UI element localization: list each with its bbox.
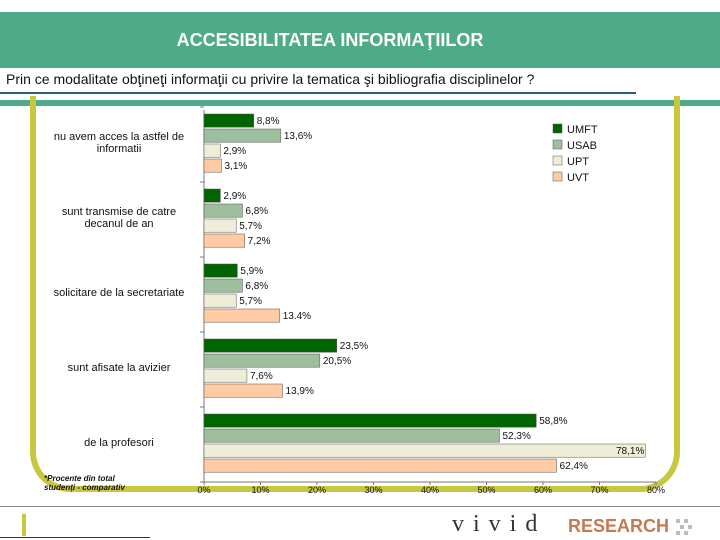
x-tick-label: 70% <box>590 485 609 495</box>
legend-label-usab: USAB <box>567 140 597 152</box>
x-tick-label: 80% <box>646 485 666 495</box>
legend-swatch-uvt <box>553 172 562 181</box>
bar-umft <box>204 339 337 352</box>
data-label: 5,7% <box>239 296 263 307</box>
data-label: 20,5% <box>322 356 352 367</box>
bar-usab <box>204 204 242 217</box>
page-title: ACCESIBILITATEA INFORMAŢIILOR <box>176 30 484 50</box>
x-tick-label: 40% <box>420 485 440 495</box>
data-label: 6,8% <box>245 281 269 292</box>
page-subtitle: Prin ce modalitate obţineţi informaţii cu privire la tematica şi bibliografia disciplinelor ? <box>6 71 535 87</box>
category-label: decanul de an <box>84 218 154 230</box>
bar-umft <box>204 189 220 202</box>
data-label: 7,6% <box>249 371 273 382</box>
category-label: de la profesori <box>84 437 154 449</box>
data-label: 52,3% <box>502 431 531 442</box>
bar-umft <box>204 114 254 127</box>
data-label: 62,4% <box>559 461 588 472</box>
category-label: solicitare de la secretariate <box>53 287 185 299</box>
brand-logo-research: RESEARCH <box>568 516 670 536</box>
x-tick-label: 10% <box>251 485 270 495</box>
data-label: 7,2% <box>247 236 271 247</box>
x-tick-label: 60% <box>533 485 553 495</box>
bar-uvt <box>204 159 222 172</box>
bar-uvt <box>204 459 557 472</box>
bar-uvt <box>204 234 245 247</box>
x-tick-label: 30% <box>364 485 383 495</box>
data-label: 13,6% <box>283 131 313 142</box>
legend-swatch-umft <box>553 124 562 133</box>
legend-label-uvt: UVT <box>567 172 589 184</box>
bar-upt <box>204 369 247 382</box>
bar-usab <box>204 429 499 442</box>
data-label: 13,9% <box>285 386 314 397</box>
legend-swatch-upt <box>553 156 562 165</box>
bar-upt <box>204 144 220 157</box>
footer-left-line <box>0 537 150 538</box>
data-label: 6,8% <box>245 206 269 217</box>
data-label: 78,1% <box>616 446 645 457</box>
data-label: 5,7% <box>239 221 263 232</box>
category-label: sunt transmise de catre <box>61 206 177 218</box>
brand-dots-icon <box>676 519 696 535</box>
footnote-line: studenţi - comparativ <box>44 483 125 492</box>
legend-label-upt: UPT <box>567 156 589 168</box>
bar-usab <box>204 129 281 142</box>
bar-usab <box>204 279 242 292</box>
bar-usab <box>204 354 320 367</box>
data-label: 23,5% <box>339 341 369 352</box>
category-label: informatii <box>96 143 142 155</box>
data-label: 5,9% <box>240 266 264 277</box>
bar-upt <box>204 219 236 232</box>
data-label: 13.4% <box>282 311 312 322</box>
legend-swatch-usab <box>553 140 562 149</box>
data-label: 58,8% <box>539 416 568 427</box>
brand-logo-vivid: vivid <box>452 511 547 537</box>
bar-upt <box>204 444 645 457</box>
footnote-line: *Procente din total <box>44 474 115 483</box>
category-label: sunt afisate la avizier <box>67 362 171 374</box>
legend-label-umft: UMFT <box>567 124 598 136</box>
data-label: 2,9% <box>223 146 247 157</box>
x-tick-label: 20% <box>307 485 327 495</box>
footer-divider <box>0 506 720 507</box>
bar-uvt <box>204 384 283 397</box>
bar-umft <box>204 414 536 427</box>
bar-upt <box>204 294 236 307</box>
category-label: nu avem acces la astfel de <box>53 131 185 143</box>
data-label: 2,9% <box>223 191 247 202</box>
x-tick-label: 50% <box>477 485 496 495</box>
bar-umft <box>204 264 237 277</box>
footer-accent-bar <box>22 514 26 536</box>
data-label: 3,1% <box>224 161 248 172</box>
bar-uvt <box>204 309 280 322</box>
data-label: 8,8% <box>256 116 280 127</box>
x-tick-label: 0% <box>197 485 211 495</box>
